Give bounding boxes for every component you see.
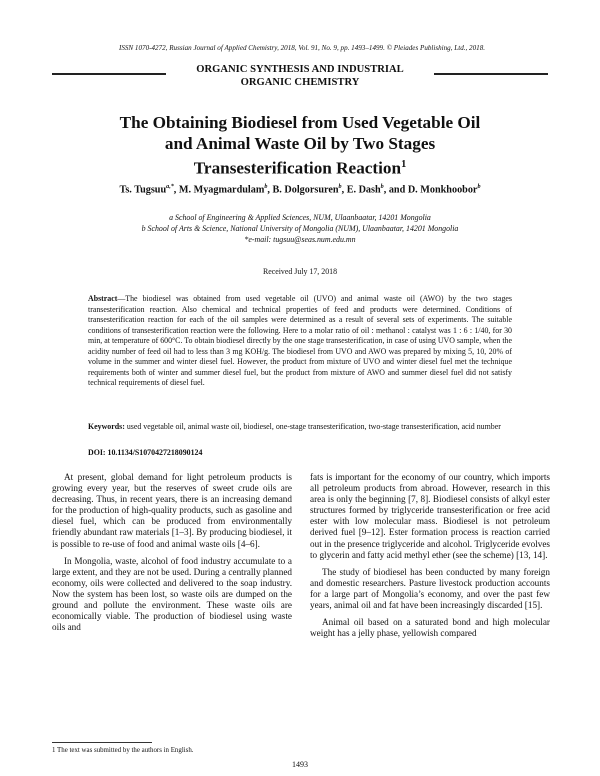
footnote-rule (52, 742, 152, 743)
author-affil-mark: b (338, 184, 342, 190)
keywords (88, 422, 512, 433)
abstract-text: —The biodiesel was obtained from used vegetable oil (UVO) and animal waste oil (AWO) by the two stages transesterification reaction. Also chemical and technical properties of feed and products were determined. Conditions of transesterification reaction for each of the oil samples were determined as a result of several sets of experiments. The suitable conditions of transesterification reaction were the following. Here to a molar ratio of oil : methanol : catalyst was 1 : 6 : 1/40, for 30 min, at temperature of 600°C. To obtain biodiesel directly by the one stage transesterification, in case of using UVO sample, when the acidity number of feed oil had to less than 3 mg KOH/g. The biodiesel from UVO and AWO was prepared by mixing 5, 10, 20% of volume in the summer and winter diesel fuel. However, the product from mixture of UVO and winter diesel fuel met the technique requirements both of winter and summer diesel fuel, but the product from mixture of AWO and summer diesel fuel did not satisfy technical requirements of diesel fuel. (88, 294, 512, 387)
received-date: Received July 17, 2018 (262, 267, 338, 276)
title-line2: and Animal Waste Oil by Two Stages (164, 134, 436, 153)
section-heading (150, 63, 450, 89)
author-affil-mark: b (477, 184, 481, 190)
body-column-left (52, 472, 292, 639)
author-affil-mark: a,* (166, 184, 174, 190)
section-heading-line2: ORGANIC CHEMISTRY (240, 77, 360, 88)
body-paragraph: In Mongolia, waste, alcohol of food industry accumulate to a large extent, and they are not be used. During a centrally planned economy, oils were collected and delivered to the soap industry. Now the system has been lost, so waste oils are dumped on the ground and pollute the environment. These waste oils are economically viable. The production of biodiesel using waste oils and (52, 555, 292, 633)
author: E. Dash (346, 184, 381, 196)
keywords-text: used vegetable oil, animal waste oil, biodiesel, one-stage transesterification, two-stage transesterification, acid number (126, 422, 501, 431)
section-heading-line1: ORGANIC SYNTHESIS AND INDUSTRIAL (196, 64, 404, 75)
author-email: *e-mail: tugsuu@seas.num.edu.mn (244, 235, 356, 244)
page-number: 1493 (292, 760, 308, 769)
affiliations (60, 212, 540, 245)
body-paragraph: At present, global demand for light petroleum products is growing every year, but the reserves of sweet crude oils are decreasing. Thus, in recent years, there is an increasing demand for the production of high-quality products, such as gasoline and diesel fuel, which can be produced from environmentally friendly abundant raw materials [1–3]. By producing biodiesel, it is possible to re-use of food and animal waste oils [4–6]. (52, 472, 292, 549)
author: Ts. Tugsuu (119, 184, 167, 196)
body-column-right (310, 472, 550, 645)
author-affil-mark: b (264, 184, 268, 190)
doi[interactable]: DOI: 10.1134/S1070427218090124 (88, 448, 203, 457)
keywords-label: Keywords: (88, 422, 125, 431)
body-paragraph: The study of biodiesel has been conducted by many foreign and domestic researchers. Pasture livestock production accounts for a large part of Mongolia’s economy, and over the past few years, animal oil and fat have been increasingly discarded [15]. (310, 566, 550, 611)
section-rule-left (52, 73, 166, 75)
title-line1: The Obtaining Biodiesel from Used Vegetable Oil (119, 113, 481, 132)
title-line3: Transesterification Reaction$^1$ (193, 158, 407, 178)
author: D. Monkhoobor (407, 184, 478, 196)
body-paragraph: Animal oil based on a saturated bond and high molecular weight has a jelly phase, yellowish compared (310, 617, 550, 639)
author: M. Myagmardulam (178, 184, 265, 196)
article-title (60, 112, 540, 179)
affiliation-a: a School of Engineering & Applied Sciences, NUM, Ulaanbaatar, 14201 Mongolia (169, 213, 431, 222)
journal-citation: ISSN 1070-4272, Russian Journal of Applied Chemistry, 2018, Vol. 91, No. 9, pp. 1493–1499. © Pleiades Publishing, Ltd., 2018. (118, 44, 486, 52)
author-affil-mark: b (380, 184, 384, 190)
abstract-label: Abstract (88, 294, 118, 303)
title-footnote-mark: 1 (401, 159, 407, 170)
author-list: Ts. Tugsuu$^{a,*}$, M. Myagmardulam$^b$, B. Dolgorsuren$^b$, E. Dash$^b$, and D. Monkhoobor$^b$ (119, 184, 481, 196)
author: B. Dolgorsuren (272, 184, 339, 196)
affiliation-b: b School of Arts & Science, National University of Mongolia (NUM), Ulaanbaatar, 14201 Mongolia (141, 224, 459, 233)
body-paragraph: fats is important for the economy of our country, which imports all petroleum products from abroad. However, research in this area is only the beginning [7, 8]. Biodiesel consists of alkyl ester structures formed by triglyceride transesterification or free acid ester with low molecular mass. Biodiesel is not petroleum derived fuel [9–12]. Ester formation process is reaction carried out in the presence triglyceride and alcohol. Triglyceride evolves to glycerin and fatty acid methyl ether (see the scheme) [13, 14]. (310, 472, 550, 560)
footnote: 1 The text was submitted by the authors in English. (52, 747, 194, 754)
abstract (88, 294, 512, 389)
section-rule-right (434, 73, 548, 75)
